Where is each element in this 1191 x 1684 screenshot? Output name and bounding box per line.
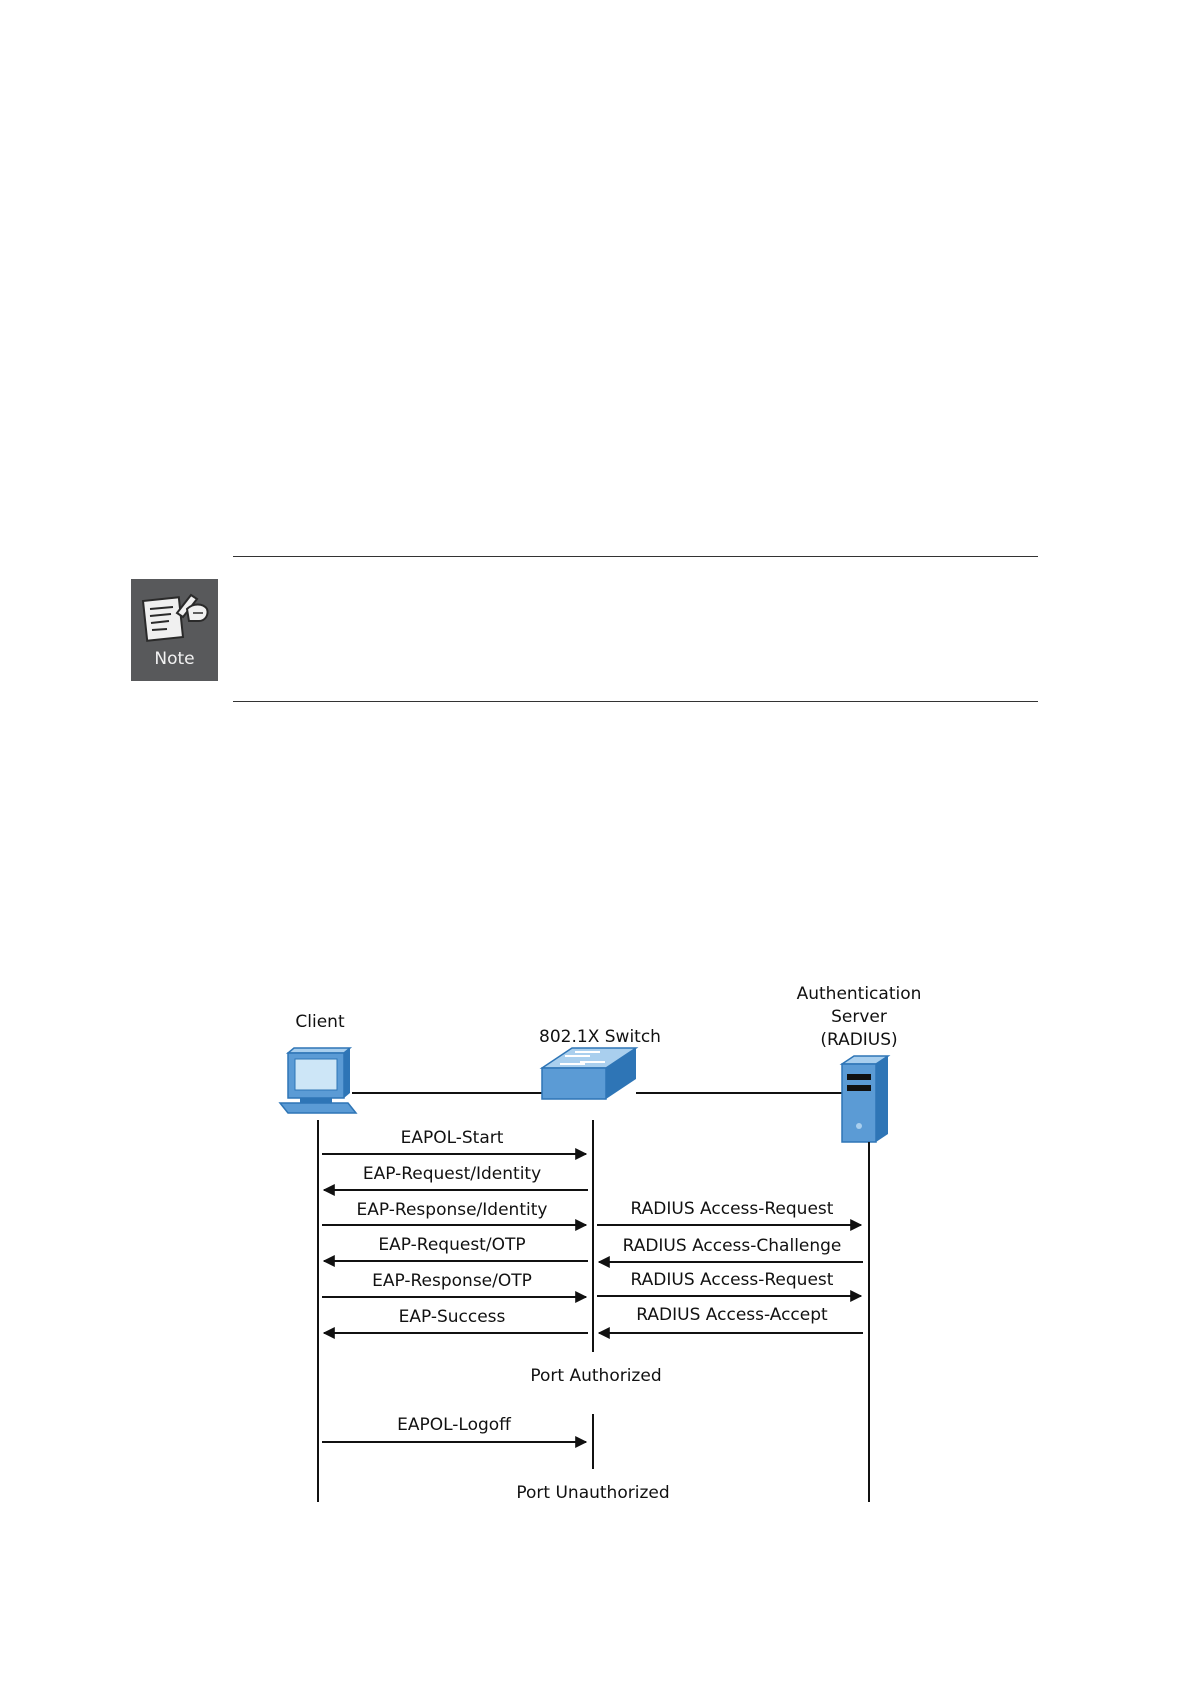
- note-label: Note: [154, 649, 195, 669]
- msg-eapol-start-label: EAPOL-Start: [400, 1128, 504, 1148]
- msg-eap-request-otp-label: EAP-Request/OTP: [378, 1235, 526, 1255]
- msg-eap-response-identity-label: EAP-Response/Identity: [356, 1200, 548, 1220]
- note-pencil-icon: [131, 579, 218, 649]
- msg-radius-access-accept-label: RADIUS Access-Accept: [636, 1305, 828, 1325]
- state-port-authorized: Port Authorized: [530, 1366, 662, 1386]
- server-label-line3: (RADIUS): [820, 1030, 898, 1050]
- note-bottom-rule: [233, 701, 1038, 702]
- switch-label: 802.1X Switch: [539, 1027, 661, 1047]
- msg-radius-access-request-1-label: RADIUS Access-Request: [630, 1199, 834, 1219]
- client-computer-icon: [280, 1048, 356, 1113]
- eap-sequence-diagram: [0, 960, 1191, 1520]
- state-port-unauthorized: Port Unauthorized: [516, 1483, 670, 1503]
- note-box: [131, 579, 218, 681]
- server-label-line1: Authentication: [796, 984, 922, 1004]
- msg-eapol-logoff-label: EAPOL-Logoff: [397, 1415, 511, 1435]
- client-label: Client: [295, 1012, 345, 1032]
- server-label-line2: Server: [831, 1007, 887, 1027]
- switch-device-icon: [542, 1048, 636, 1099]
- msg-eap-request-identity-label: EAP-Request/Identity: [362, 1164, 542, 1184]
- msg-radius-access-request-2-label: RADIUS Access-Request: [630, 1270, 834, 1290]
- server-tower-icon: [842, 1056, 888, 1142]
- msg-eap-success-label: EAP-Success: [398, 1307, 506, 1327]
- msg-radius-access-challenge-label: RADIUS Access-Challenge: [622, 1236, 842, 1256]
- note-top-rule: [233, 556, 1038, 557]
- msg-eap-response-otp-label: EAP-Response/OTP: [372, 1271, 532, 1291]
